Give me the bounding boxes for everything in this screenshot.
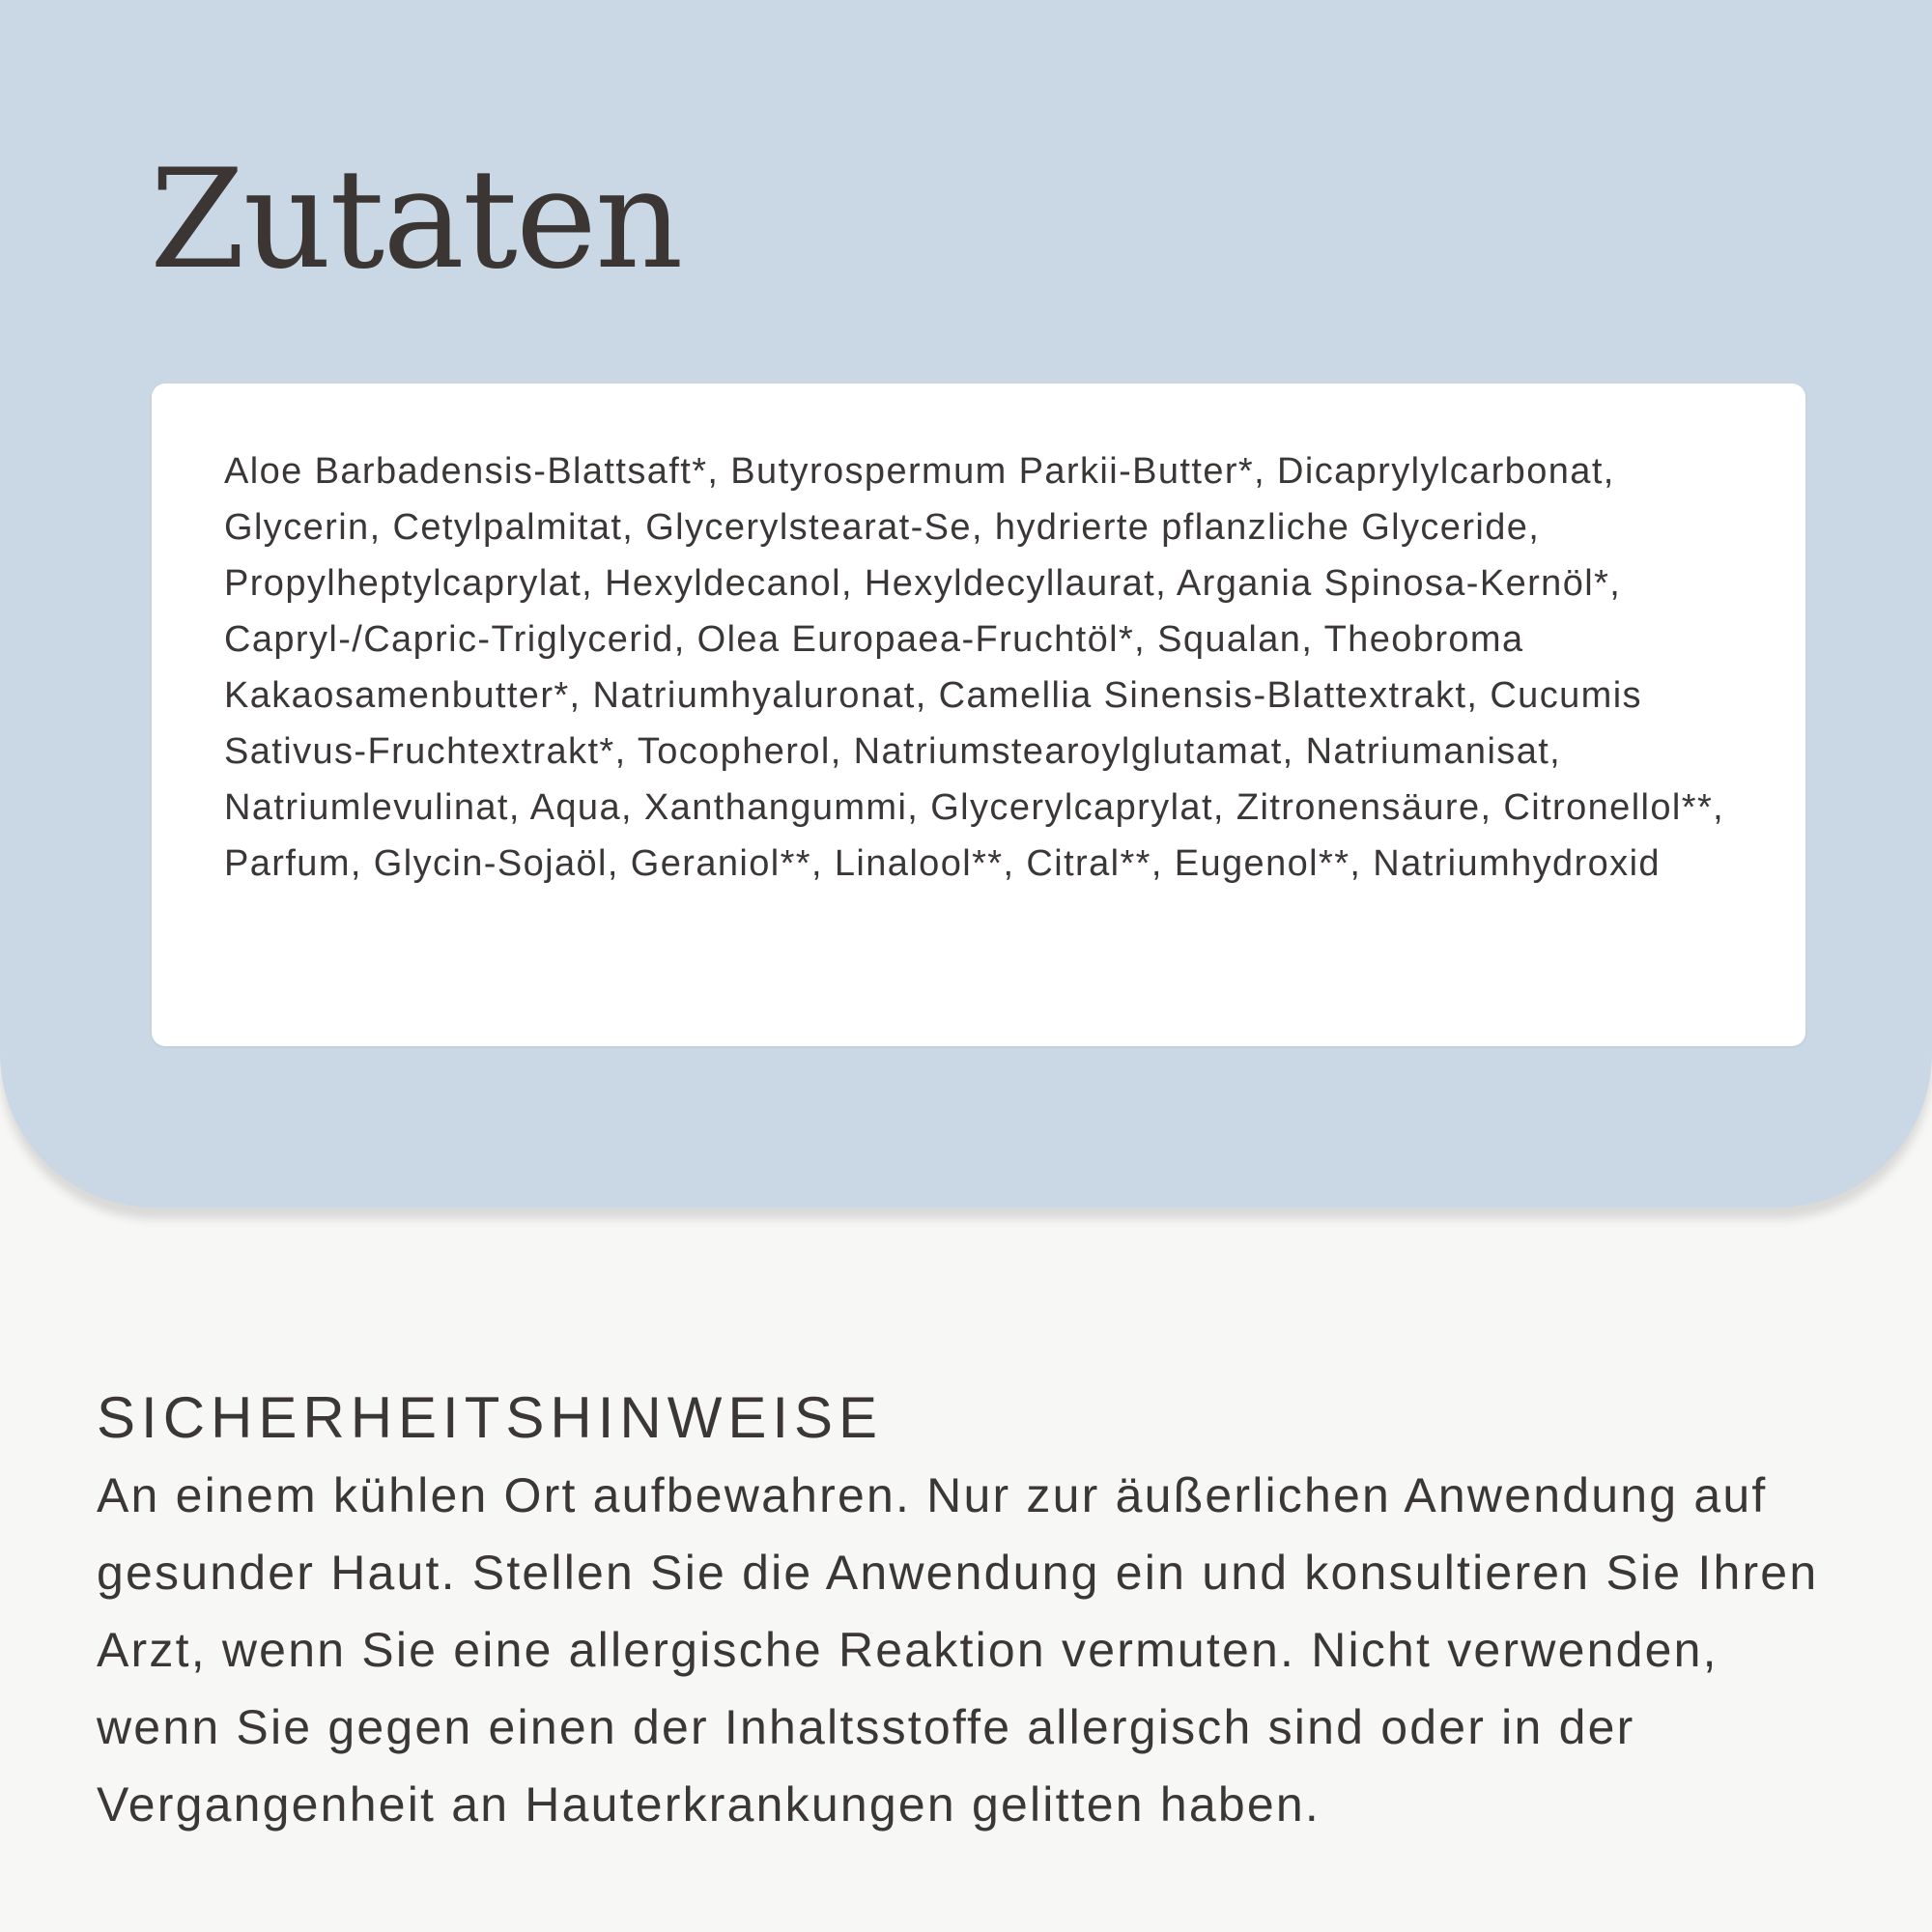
ingredients-card [152,384,1805,1046]
safety-section [97,1379,1835,1843]
safety-heading: SICHERHEITSHINWEISE [97,1385,884,1450]
safety-text: An einem kühlen Ort aufbewahren. Nur zur äußerlichen Anwendung auf gesunder Haut. Stellen Sie die Anwendung ein und konsultieren Sie Ihren Arzt, wenn Sie eine allergische Reaktion vermuten. Nicht verwenden, wenn Sie gegen einen der Inhaltsstoffe allergisch sind oder in der Vergangenheit an Hauterkrankungen gelitten haben. [97,1468,1819,1832]
ingredients-title: Zutaten [150,140,682,299]
ingredients-list: Aloe Barbadensis-Blattsaft*, Butyrospermum Parkii-Butter*, Dicaprylylcarbonat, Glycerin, Cetylpalmitat, Glycerylstearat-Se, hydrierte pflanzliche Glyceride, Propylheptylcaprylat, Hexyldecanol, Hexyldecyllaurat, Argania Spinosa-Kernöl*, Capryl-/Capric-Triglycerid, Olea Europaea-Fruchtöl*, Squalan, Theobroma Kakaosamenbutter*, Natriumhyaluronat, Camellia Sinensis-Blattextrakt, Cucumis Sativus-Fruchtextrakt*, Tocopherol, Natriumstearoylglutamat, Natriumanisat, Natriumlevulinat, Aqua, Xanthangummi, Glycerylcaprylat, Zitronensäure, Citronellol**, Parfum, Glycin-Sojaöl, Geraniol**, Linalool**, Citral**, Eugenol**, Natriumhydroxid [224,451,1725,884]
